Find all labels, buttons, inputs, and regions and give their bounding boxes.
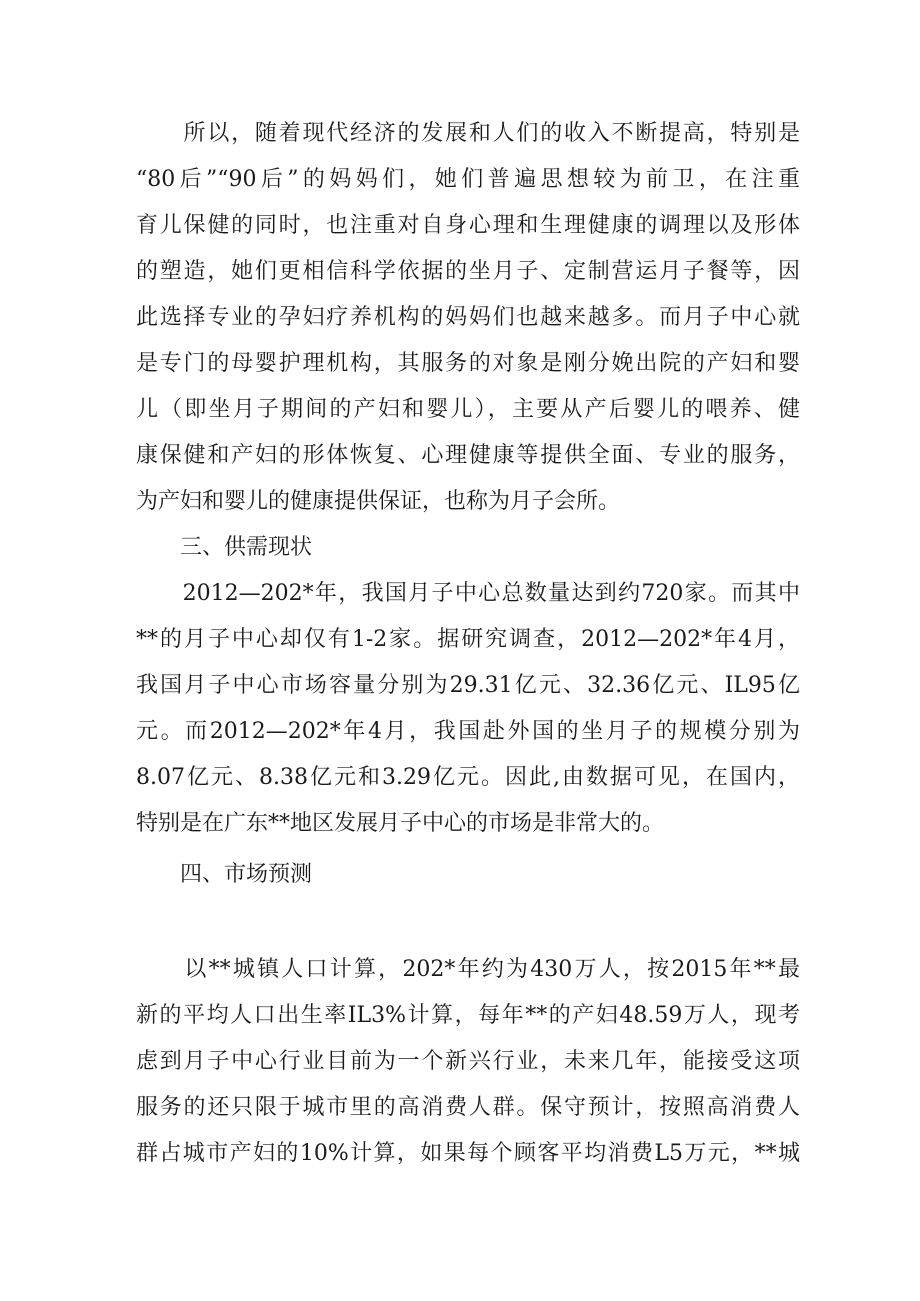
paragraph-line: 儿（即坐月子期间的产妇和婴儿），主要从产后婴儿的喂养、健 xyxy=(136,397,800,422)
paragraph-line: 的塑造，她们更相信科学依据的坐月子、定制营运月子餐等，因 xyxy=(136,259,800,284)
paragraph-line: 8.07亿元、8.38亿元和3.29亿元。因此,由数据可见，在国内， xyxy=(136,765,800,790)
paragraph-line: 育儿保健的同时，也注重对自身心理和生理健康的调理以及形体 xyxy=(136,213,800,238)
section-heading-market-forecast: 四、市场预测 xyxy=(136,862,313,887)
paragraph-line-last: 为产妇和婴儿的健康提供保证，也称为月子会所。 xyxy=(136,489,621,514)
paragraph-line: 此选择专业的孕妇疗养机构的妈妈们也越来越多。而月子中心就 xyxy=(136,305,800,330)
paragraph-line: “80后”“90后”的妈妈们，她们普遍思想较为前卫，在注重 xyxy=(136,167,800,192)
paragraph-line: 服务的还只限于城市里的高消费人群。保守预计，按照高消费人 xyxy=(136,1095,800,1120)
paragraph-line: 群占城市产妇的10%计算，如果每个顾客平均消费L5万元，**城 xyxy=(136,1141,800,1166)
section-heading-supply-demand: 三、供需现状 xyxy=(136,535,313,560)
paragraph-line-last: 特别是在广东**地区发展月子中心的市场是非常大的。 xyxy=(136,811,665,836)
paragraph-line: 元。而2012—202*年4月，我国赴外国的坐月子的规模分别为 xyxy=(136,719,800,744)
paragraph-line: **的月子中心却仅有1-2家。据研究调查，2012—202*年4月， xyxy=(136,627,800,652)
paragraph-line: 是专门的母婴护理机构，其服务的对象是刚分娩出院的产妇和婴 xyxy=(136,351,800,376)
paragraph-line: 2012—202*年，我国月子中心总数量达到约720家。而其中 xyxy=(136,581,800,606)
paragraph-line: 康保健和产妇的形体恢复、心理健康等提供全面、专业的服务， xyxy=(136,443,800,468)
paragraph-line: 我国月子中心市场容量分别为29.31亿元、32.36亿元、IL95亿 xyxy=(136,673,800,698)
paragraph-line: 所以，随着现代经济的发展和人们的收入不断提高，特别是 xyxy=(136,121,800,146)
paragraph-line: 虑到月子中心行业目前为一个新兴行业，未来几年，能接受这项 xyxy=(136,1049,800,1074)
paragraph-line: 以**城镇人口计算，202*年约为430万人，按2015年**最 xyxy=(136,957,800,982)
paragraph-line: 新的平均人口出生率IL3%计算，每年**的产妇48.59万人，现考 xyxy=(136,1003,800,1028)
